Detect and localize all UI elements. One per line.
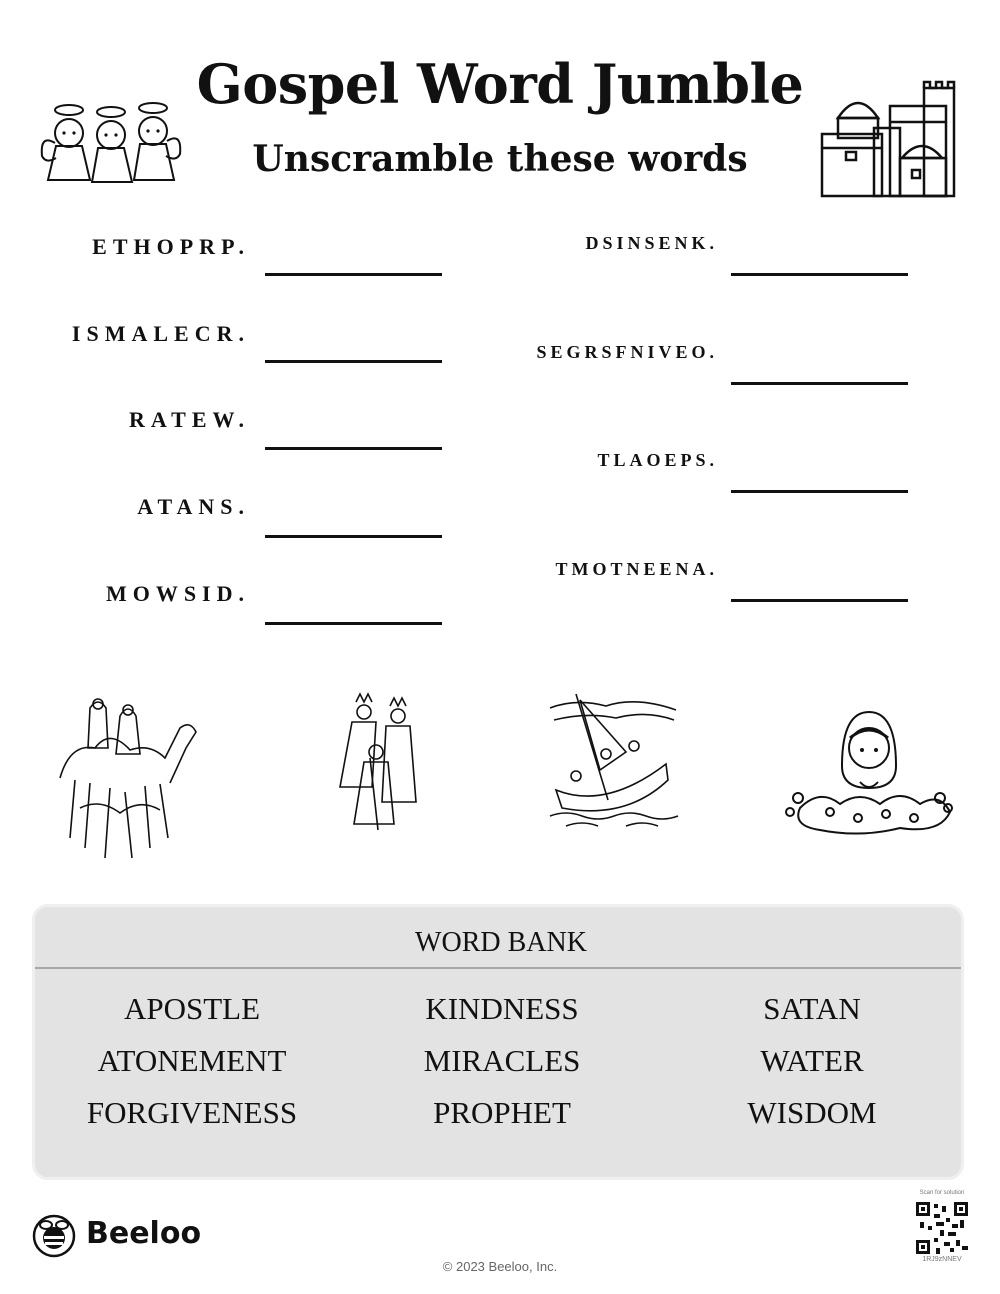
word-bank-word: KINDNESS bbox=[425, 991, 579, 1026]
copyright: © 2023 Beeloo, Inc. bbox=[442, 1259, 558, 1274]
jumble-word: SEGRSFNIVEO. bbox=[536, 342, 718, 362]
answer-line[interactable] bbox=[731, 599, 908, 602]
word-bank-word: SATAN bbox=[763, 991, 861, 1026]
qr-code-label: 1RJ9zNNEV bbox=[922, 1256, 962, 1263]
jumble-word: RATEW. bbox=[129, 407, 250, 432]
jumble-word: MOWSID. bbox=[105, 581, 250, 606]
wise-men-illustration bbox=[332, 692, 422, 832]
answer-line[interactable] bbox=[731, 490, 908, 493]
word-bank-word: ATONEMENT bbox=[97, 1043, 287, 1078]
jumble-word: DSINSENK. bbox=[585, 233, 718, 253]
word-bank-divider bbox=[35, 967, 961, 969]
qr-note: Scan for solution bbox=[919, 1190, 965, 1196]
mary-illustration bbox=[780, 708, 958, 838]
answer-line[interactable] bbox=[265, 622, 442, 625]
page-title: Gospel Word Jumble bbox=[196, 52, 804, 116]
jumble-word: ATANS. bbox=[137, 494, 250, 519]
answer-line[interactable] bbox=[731, 382, 908, 385]
answer-line[interactable] bbox=[731, 273, 908, 276]
answer-line[interactable] bbox=[265, 273, 442, 276]
answer-line[interactable] bbox=[265, 360, 442, 363]
jumble-word: ETHOPRP. bbox=[92, 234, 250, 259]
word-bank-word: FORGIVENESS bbox=[86, 1095, 298, 1130]
brand-name: Beeloo bbox=[86, 1216, 202, 1251]
word-bank-word: PROPHET bbox=[433, 1095, 571, 1130]
word-bank-title: WORD BANK bbox=[415, 927, 587, 958]
qr-code[interactable] bbox=[916, 1202, 968, 1254]
answer-line[interactable] bbox=[265, 535, 442, 538]
jumble-word: TMOTNEENA. bbox=[555, 559, 718, 579]
wise-men-on-camels-illustration bbox=[50, 688, 200, 863]
beeloo-bee-icon bbox=[32, 1214, 76, 1258]
jumble-word: TLAOEPS. bbox=[597, 450, 718, 470]
word-bank bbox=[32, 904, 964, 1180]
page-subtitle: Unscramble these words bbox=[252, 138, 748, 180]
word-bank-word: WATER bbox=[760, 1043, 864, 1078]
word-bank-word: MIRACLES bbox=[423, 1043, 581, 1078]
city-illustration bbox=[816, 78, 966, 200]
angels-illustration bbox=[36, 98, 186, 188]
boat-storm-illustration bbox=[546, 690, 682, 830]
word-bank-word: APOSTLE bbox=[123, 991, 261, 1026]
jumble-word: ISMALECR. bbox=[71, 321, 250, 346]
word-bank-word: WISDOM bbox=[747, 1095, 877, 1130]
answer-line[interactable] bbox=[265, 447, 442, 450]
